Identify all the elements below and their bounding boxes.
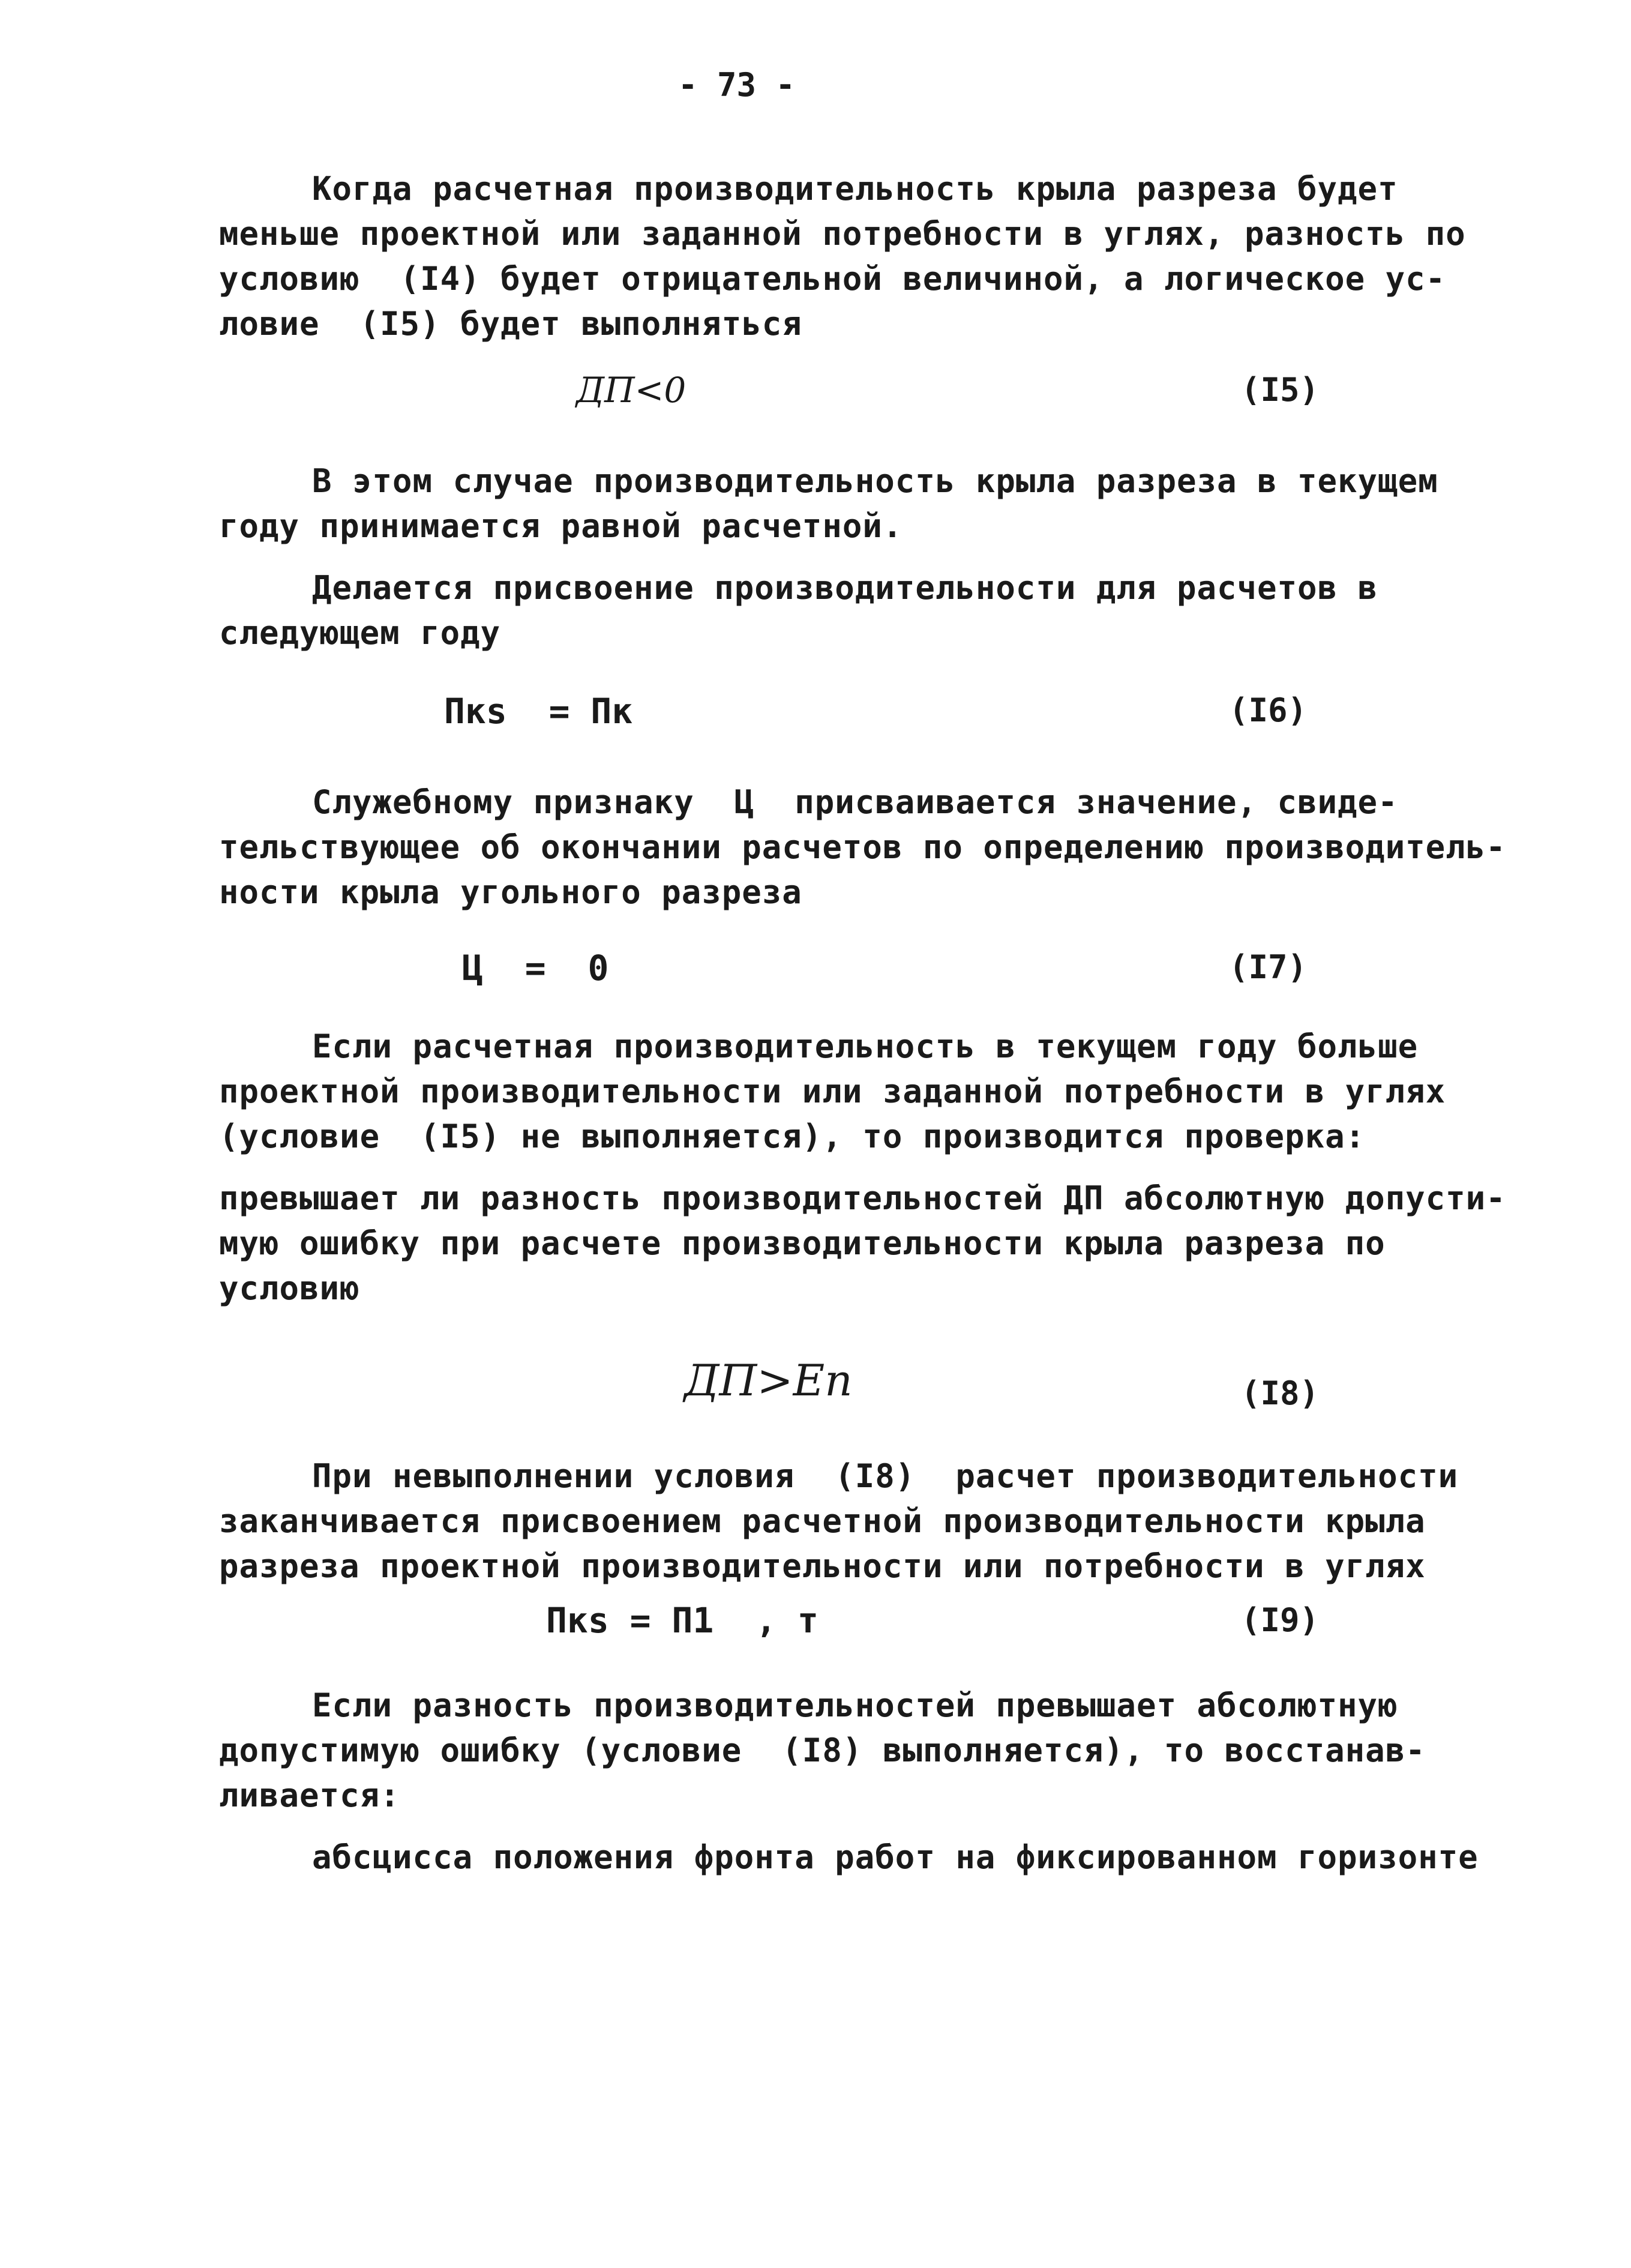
- paragraph-6-line-2: заканчивается присвоением расчетной производительности крыла: [219, 1502, 1426, 1540]
- equation-15-formula: ДП<0: [576, 370, 686, 411]
- paragraph-4-line-3: ности крыла угольного разреза: [219, 873, 802, 911]
- equation-15-number: (I5): [1241, 371, 1320, 409]
- paragraph-1-line-1: Когда расчетная производительность крыла разреза будет: [312, 170, 1398, 208]
- paragraph-1-line-3: условию (I4) будет отрицательной величиной, а логическое ус-: [219, 260, 1446, 298]
- equation-16-number: (I6): [1229, 691, 1308, 729]
- paragraph-5-line-6: условию: [219, 1269, 360, 1307]
- page-number: - 73 -: [678, 66, 796, 104]
- equation-19-formula: Пкs = П1 , т: [546, 1600, 819, 1641]
- paragraph-4-line-2: тельствующее об окончании расчетов по определению производитель-: [219, 828, 1506, 866]
- paragraph-5-line-1: Если расчетная производительность в текущем году больше: [312, 1027, 1419, 1065]
- paragraph-4-line-1: Служебному признаку Ц присваивается значение, свиде-: [312, 783, 1398, 821]
- paragraph-3-line-1: Делается присвоение производительности для расчетов в: [312, 569, 1378, 607]
- equation-17-number: (I7): [1229, 948, 1308, 986]
- paragraph-5-line-3: (условие (I5) не выполняется), то производится проверка:: [219, 1117, 1366, 1155]
- paragraph-6-line-1: При невыполнении условия (I8) расчет производительности: [312, 1457, 1459, 1495]
- equation-18-formula: ДП>Εп: [684, 1355, 853, 1406]
- equation-18-number: (I8): [1241, 1374, 1320, 1412]
- paragraph-1-line-2: меньше проектной или заданной потребности в углях, разность по: [219, 215, 1466, 253]
- paragraph-5-line-5: мую ошибку при расчете производительности крыла разреза по: [219, 1224, 1386, 1262]
- equation-19-number: (I9): [1241, 1601, 1320, 1639]
- paragraph-2-line-1: В этом случае производительность крыла разреза в текущем: [312, 462, 1438, 500]
- paragraph-3-line-2: следующем году: [219, 614, 501, 652]
- paragraph-6-line-3: разреза проектной производительности или потребности в углях: [219, 1547, 1426, 1585]
- equation-16-formula: Пкs = Пк: [444, 691, 633, 732]
- paragraph-1-line-4: ловие (I5) будет выполняться: [219, 305, 802, 343]
- paragraph-7-line-1: Если разность производительностей превышает абсолютную: [312, 1686, 1398, 1724]
- paragraph-8-line-1: абсцисса положения фронта работ на фиксированном горизонте: [312, 1838, 1479, 1876]
- equation-17-formula: Ц = 0: [462, 948, 609, 988]
- paragraph-7-line-3: ливается:: [219, 1776, 400, 1814]
- paragraph-7-line-2: допустимую ошибку (условие (I8) выполняется), то восстанав-: [219, 1731, 1426, 1769]
- paragraph-2-line-2: году принимается равной расчетной.: [219, 507, 903, 545]
- paragraph-5-line-4: превышает ли разность производительностей ДП абсолютную допусти-: [219, 1179, 1506, 1217]
- paragraph-5-line-2: проектной производительности или заданной потребности в углях: [219, 1072, 1446, 1110]
